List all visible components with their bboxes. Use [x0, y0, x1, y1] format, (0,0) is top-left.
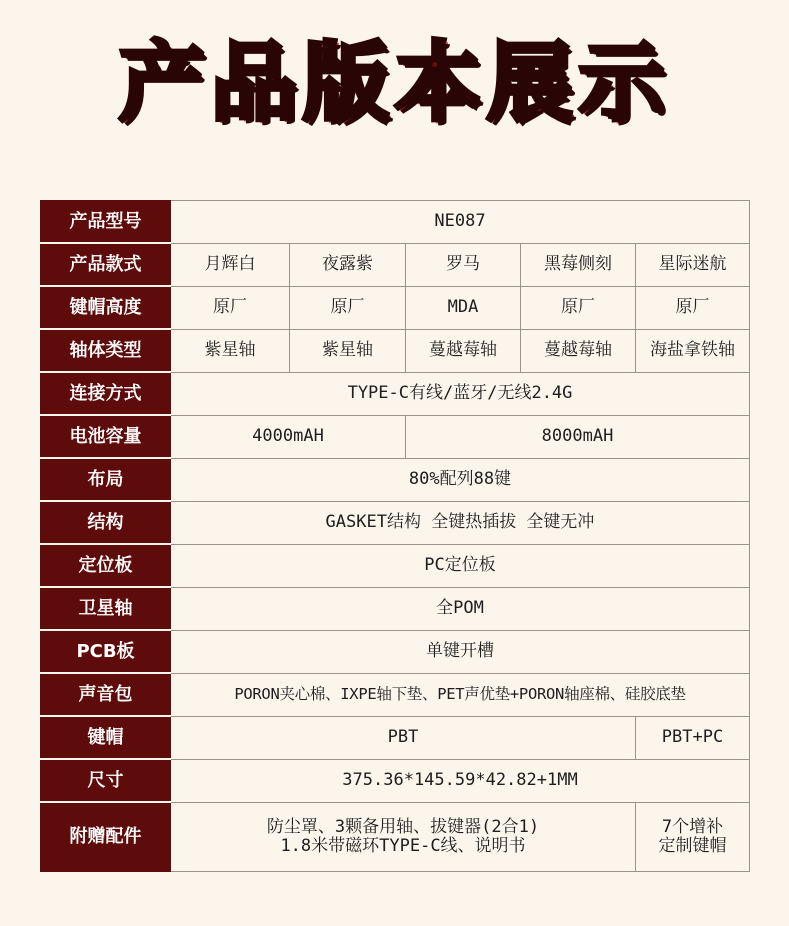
value-layout: 80%配列88键: [171, 458, 750, 501]
label-layout: 布局: [41, 458, 171, 501]
value-sound: PORON夹心棉、IXPE轴下垫、PET声优垫+PORON轴座棉、硅胶底垫: [171, 673, 750, 716]
value-size: 375.36*145.59*42.82+1MM: [171, 759, 750, 802]
row-pcb: [41, 630, 750, 673]
label-plate: 定位板: [41, 544, 171, 587]
page-title: 产品版本展示: [118, 33, 671, 133]
value-keycap-height-1: 原厂: [171, 286, 290, 329]
value-gifts-extra-line2: 定制键帽: [658, 835, 727, 856]
label-switch: 轴体类型: [41, 329, 171, 372]
row-stabilizer: [41, 587, 750, 630]
value-gifts-extra: [636, 802, 750, 871]
row-layout: [41, 458, 750, 501]
value-gifts-line1: 防尘罩、3颗备用轴、拔键器(2合1): [266, 816, 540, 837]
label-pcb: PCB板: [41, 630, 171, 673]
row-keycap: [41, 716, 750, 759]
label-gifts: 附赠配件: [41, 802, 171, 871]
row-switch: [41, 329, 750, 372]
row-battery: [41, 415, 750, 458]
value-plate: PC定位板: [171, 544, 750, 587]
row-connect: [41, 372, 750, 415]
label-stabilizer: 卫星轴: [41, 587, 171, 630]
label-structure: 结构: [41, 501, 171, 544]
value-structure: GASKET结构 全键热插拔 全键无冲: [171, 501, 750, 544]
value-style-3: 罗马: [406, 243, 521, 286]
row-structure: [41, 501, 750, 544]
row-model: [41, 201, 750, 244]
row-style: [41, 243, 750, 286]
label-sound: 声音包: [41, 673, 171, 716]
label-model: 产品型号: [41, 201, 171, 244]
value-gifts-extra-line1: 7个增补: [661, 816, 724, 837]
value-style-1: 月辉白: [171, 243, 290, 286]
value-keycap-height-3: MDA: [406, 286, 521, 329]
value-switch-5: 海盐拿铁轴: [636, 329, 750, 372]
value-switch-2: 紫星轴: [290, 329, 406, 372]
value-keycap-height-5: 原厂: [636, 286, 750, 329]
label-size: 尺寸: [41, 759, 171, 802]
row-size: [41, 759, 750, 802]
value-stabilizer: 全POM: [171, 587, 750, 630]
value-switch-4: 蔓越莓轴: [521, 329, 636, 372]
value-style-2: 夜露紫: [290, 243, 406, 286]
row-gifts: [41, 802, 750, 871]
value-switch-1: 紫星轴: [171, 329, 290, 372]
row-sound: [41, 673, 750, 716]
value-battery-2: 8000mAH: [406, 415, 750, 458]
label-keycap-height: 键帽高度: [41, 286, 171, 329]
row-keycap-height: [41, 286, 750, 329]
label-keycap: 键帽: [41, 716, 171, 759]
label-style: 产品款式: [41, 243, 171, 286]
value-pcb: 单键开槽: [171, 630, 750, 673]
value-battery-1: 4000mAH: [171, 415, 406, 458]
row-plate: [41, 544, 750, 587]
value-connect: TYPE-C有线/蓝牙/无线2.4G: [171, 372, 750, 415]
value-keycap-height-2: 原厂: [290, 286, 406, 329]
value-keycap-height-4: 原厂: [521, 286, 636, 329]
value-gifts: [171, 802, 636, 871]
value-keycap-1: PBT: [171, 716, 636, 759]
value-style-4: 黑莓侧刻: [521, 243, 636, 286]
label-connect: 连接方式: [41, 372, 171, 415]
value-switch-3: 蔓越莓轴: [406, 329, 521, 372]
value-model: NE087: [171, 201, 750, 244]
spec-table: [40, 200, 750, 872]
value-style-5: 星际迷航: [636, 243, 750, 286]
value-keycap-2: PBT+PC: [636, 716, 750, 759]
label-battery: 电池容量: [41, 415, 171, 458]
value-gifts-line2: 1.8米带磁环TYPE-C线、说明书: [280, 835, 526, 856]
